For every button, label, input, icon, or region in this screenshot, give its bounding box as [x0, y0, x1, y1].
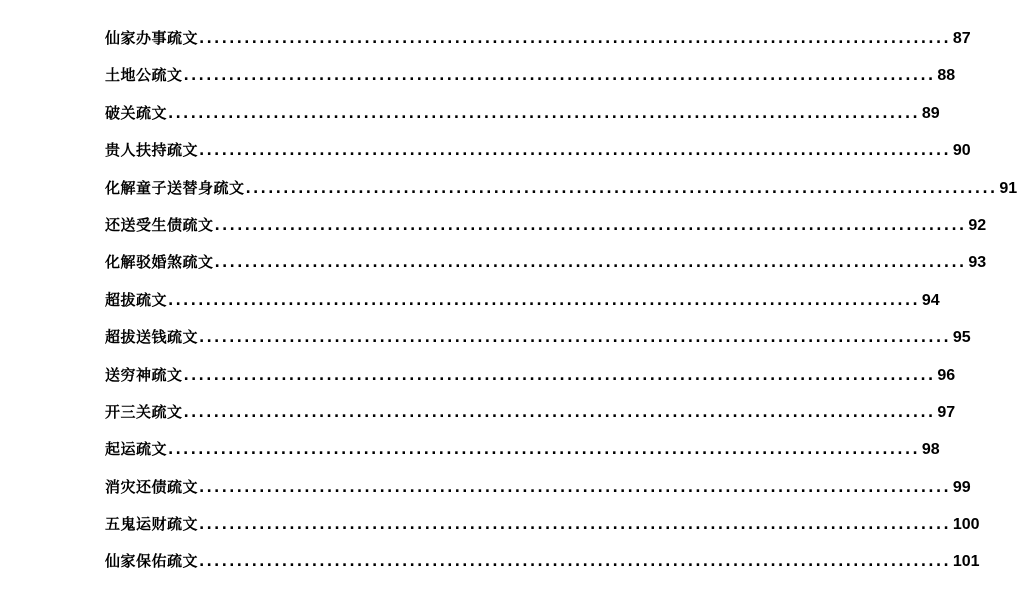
toc-entry-12[interactable]	[105, 437, 940, 474]
toc-dot-leader: ....................................................................................................	[183, 367, 936, 384]
toc-page-number: 94	[921, 291, 940, 309]
toc-page-number: 98	[921, 441, 940, 459]
toc-entry-13[interactable]	[105, 475, 971, 512]
toc-entry-9[interactable]	[105, 325, 971, 362]
toc-entry-14[interactable]	[105, 512, 980, 549]
toc-dot-leader: ....................................................................................................	[168, 292, 920, 309]
toc-entry-4[interactable]	[105, 138, 971, 175]
toc-entry-1[interactable]	[105, 26, 971, 63]
toc-dot-leader: ....................................................................................................	[214, 255, 967, 272]
toc-entry-15[interactable]	[105, 549, 980, 586]
toc-dot-leader: ....................................................................................................	[199, 517, 951, 534]
table-of-contents	[105, 26, 1018, 587]
toc-entry-10[interactable]	[105, 363, 956, 400]
toc-entry-title: 土地公疏文	[105, 66, 183, 85]
toc-page-number: 100	[952, 516, 980, 534]
toc-entry-6[interactable]	[105, 213, 987, 250]
toc-entry-title: 还送受生债疏文	[105, 215, 214, 234]
toc-entry-2[interactable]	[105, 63, 956, 100]
toc-entry-title: 破关疏文	[105, 103, 168, 122]
toc-entry-title: 贵人扶持疏文	[105, 141, 199, 160]
toc-entry-title: 化解童子送替身疏文	[105, 178, 245, 197]
toc-entry-7[interactable]	[105, 250, 987, 287]
toc-page-number: 93	[968, 254, 987, 272]
toc-page-number: 99	[952, 478, 971, 496]
toc-dot-leader: ....................................................................................................	[199, 330, 951, 347]
toc-entry-title: 五鬼运财疏文	[105, 515, 199, 534]
toc-entry-8[interactable]	[105, 288, 940, 325]
toc-dot-leader: ....................................................................................................	[199, 143, 951, 160]
toc-page-number: 101	[952, 553, 980, 571]
toc-entry-title: 开三关疏文	[105, 402, 183, 421]
toc-entry-title: 起运疏文	[105, 440, 168, 459]
toc-dot-leader: ....................................................................................................	[199, 554, 951, 571]
toc-dot-leader: ....................................................................................................	[183, 68, 936, 85]
toc-entry-title: 化解驳婚煞疏文	[105, 253, 214, 272]
toc-dot-leader: ....................................................................................................	[245, 180, 998, 197]
toc-entry-title: 仙家办事疏文	[105, 29, 199, 47]
toc-entry-title: 超拔疏文	[105, 290, 168, 309]
toc-entry-title: 消灾还债疏文	[105, 477, 199, 496]
toc-entry-title: 超拔送钱疏文	[105, 328, 199, 347]
toc-page-number: 92	[968, 216, 987, 234]
toc-page-number: 96	[937, 366, 956, 384]
toc-entry-5[interactable]	[105, 176, 1018, 213]
toc-page-number: 89	[921, 104, 940, 122]
toc-page-number: 95	[952, 329, 971, 347]
toc-dot-leader: ....................................................................................................	[168, 442, 920, 459]
toc-dot-leader: ....................................................................................................	[168, 105, 920, 122]
toc-page-number: 97	[937, 403, 956, 421]
toc-entry-3[interactable]	[105, 101, 940, 138]
toc-entry-11[interactable]	[105, 400, 956, 437]
toc-entry-title: 仙家保佑疏文	[105, 552, 199, 571]
toc-page-number: 90	[952, 142, 971, 160]
toc-dot-leader: ....................................................................................................	[214, 217, 967, 234]
toc-page-number: 91	[999, 179, 1018, 197]
toc-page-number: 87	[952, 30, 971, 47]
toc-dot-leader: ....................................................................................................	[199, 31, 951, 47]
toc-dot-leader: ....................................................................................................	[183, 404, 936, 421]
toc-page-number: 88	[937, 67, 956, 85]
toc-dot-leader: ....................................................................................................	[199, 479, 951, 496]
toc-entry-title: 送穷神疏文	[105, 365, 183, 384]
